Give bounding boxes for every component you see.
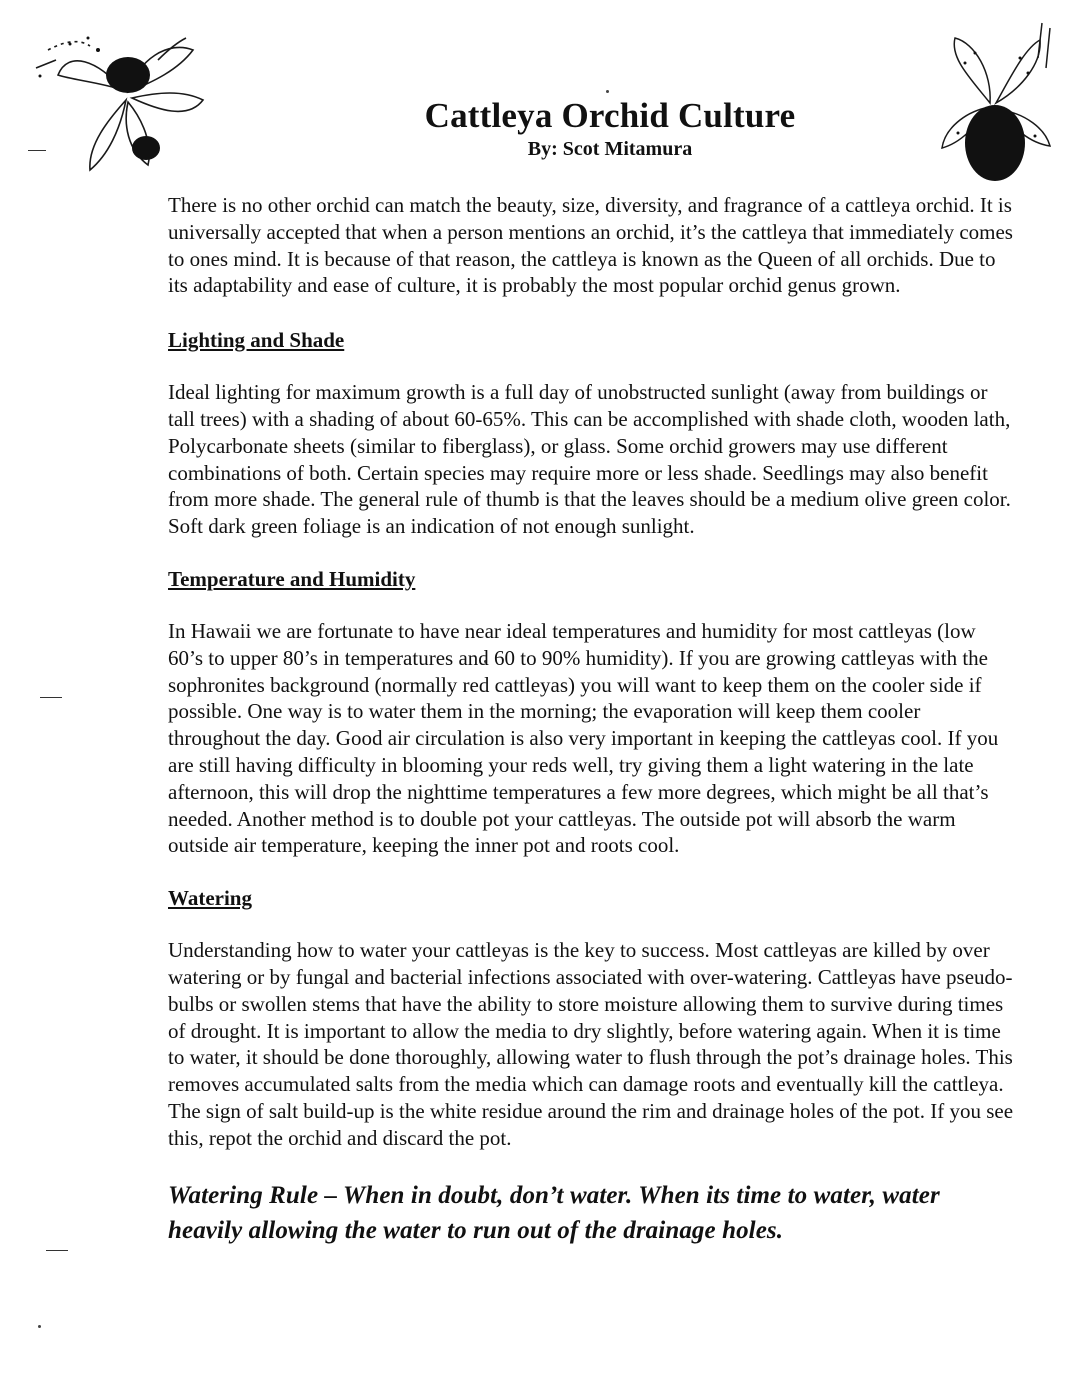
section-heading-temperature: Temperature and Humidity [168, 566, 416, 591]
lighting-paragraph: Ideal lighting for maximum growth is a full day of unobstructed sunlight (away from buildings or tall trees) with a shading of about 60-65%. This can be accomplished with shade cloth, wooden lath, Polycarbonate sheets (similar to fiberglass), or glass. Some orchid growers may use different combinations of both. Certain species may require more or less shade. Seedlings may also benefit from more shade. The general rule of thumb is that the leaves should be a medium olive green color. Soft dark green foliage is an indication of not enough sunlight. [168, 380, 1011, 539]
author-byline: By: Scot Mitamura [527, 138, 693, 160]
scan-mark [46, 1250, 68, 1251]
scan-mark [28, 150, 46, 151]
scan-mark [40, 697, 62, 698]
page-title: Cattleya Orchid Culture [424, 96, 796, 135]
title-block [400, 96, 820, 161]
orchid-illustration-right [930, 18, 1060, 193]
temperature-paragraph: In Hawaii we are fortunate to have near ideal temperatures and humidity for most cattleyas (low 60’s to upper 80’s in temperatures and 60 to 90% humidity). If you are growing cattleyas with the sophronites background (normally red cattleyas) you will want to keep them on the cooler side if possible. One way is to water them in the morning; the evaporation will keep them cooler throughout the day. Good air circulation is also very important in keeping the cattleyas cool. If you are still having difficulty in blooming your reds well, try giving them a light watering in the late afternoon, this will drop the nighttime temperatures a few more degrees, which might be all that’s needed. Another method is to double pot your cattleyas. The outside pot will absorb the warm outside air temperature, keeping the inner pot and roots cool. [168, 618, 999, 858]
intro-paragraph: There is no other orchid can match the beauty, size, diversity, and fragrance of a cattleya orchid. It is universally accepted that when a person mentions an orchid, it’s the cattleya that immediately comes to ones mind. It is because of that reason, the cattleya is known as the Queen of all orchids. Due to its adaptability and ease of culture, it is probably the most popular orchid genus grown. [168, 193, 1013, 298]
watering-rule: Watering Rule – When in doubt, don’t water. When its time to water, water heavily allowing the water to run out of the drainage holes. [168, 1181, 940, 1244]
scan-speck [606, 90, 609, 93]
scan-speck [38, 1325, 41, 1328]
section-heading-lighting: Lighting and Shade [168, 328, 345, 353]
orchid-illustration-left [28, 20, 228, 180]
section-heading-watering: Watering [168, 886, 252, 911]
article-body [168, 192, 1014, 1248]
watering-paragraph: Understanding how to water your cattleyas is the key to success. Most cattleyas are killed by over watering or by fungal and bacterial infections associated with over-watering. Cattleyas have pseudo-bulbs or swollen stems that have the ability to store moisture allowing them to survive during times of drought. It is important to allow the media to dry slightly, before watering again. When it is time to water, it should be done thoroughly, allowing water to flush through the pot’s drainage holes. This removes accumulated salts from the media which can damage roots and eventually kill the cattleya. The sign of salt build-up is the white residue around the rim and drainage holes of the pot. If you see this, repot the orchid and discard the pot. [168, 938, 1014, 1150]
